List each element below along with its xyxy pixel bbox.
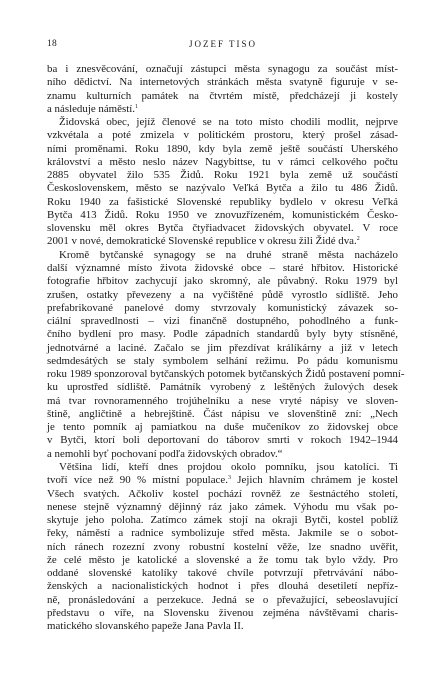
text-line: vzkvétala a poté zmizela v politickém prostoru, který prošel zásad- [47, 129, 398, 142]
text-line: tvoří více než 90 % místní populace.$^3$ Jejich hlavním chrámem je kostel [47, 474, 398, 487]
text-line: zrušen, ostatky převezeny a na vyčištěné půdě vyrostlo sídliště. Jeho [47, 288, 398, 301]
running-head: JOZEF TISO [188, 39, 258, 49]
text-line: v Bytči, ktorí boli deportovaní do táborov smrti v rokoch 1942–1944 [47, 434, 398, 447]
text-line: jednotvárné a laciné. Začalo se jim přezdívat králíkárny a již v letech [47, 341, 398, 354]
text-line: štině, angličtině a hebrejštině. Část nápisu ve slovenštině zní: „Nech [47, 407, 398, 420]
footnote-marker: 3 [227, 475, 231, 482]
text-line: království a město neslo název Nagybittse, tu v rámci celkového počtu [47, 155, 398, 168]
text-line: ních ránech rozezní zvony robustní kostelní věže, lze snadno uvěřit, [47, 540, 398, 553]
paragraph [47, 116, 398, 249]
text-line: nenese stejně významný dějinný ráz jako zámek. Výhodu mu však po- [47, 500, 398, 513]
text-line: ními proměnami. Roku 1890, kdy byla země ještě součástí Uherského [47, 142, 398, 155]
text-line: řeky, náměstí a radnice symbolizuje střed města. Jakmile se o sobot- [47, 527, 398, 540]
text-fragment: Jejich hlavním chrámem je kostel [230, 474, 398, 487]
text-line: ženských a nacionalistických hodnot i přes dlouhá desetiletí nepříz- [47, 580, 398, 593]
text-line: Bytča 413 Židů. Roku 1950 ve znovuzřízeném, komunistickém Česko- [47, 208, 398, 221]
text-line: že celé město je katolické a slovenské a že tomu tak bylo vždy. Pro [47, 553, 398, 566]
text-line: skytuje jeho poloha. Zatímco zámek stojí na okraji Bytči, kostel poblíž [47, 514, 398, 527]
page-number: 18 [47, 39, 58, 49]
text-line: Československem, město se nazývalo Veľká Bytča a žilo tu 486 Židů. [47, 182, 398, 195]
paragraph [47, 248, 405, 461]
text-line: matického slovanského papeže Jana Pavla II. [47, 620, 244, 633]
text-line: sedmdesátých se staly symbolem selhání režimu. Po pádu komunismu [47, 354, 398, 367]
text-line: Většina lidí, kteří dnes projdou okolo pomníku, jsou katolíci. Ti [59, 460, 398, 473]
body-text [47, 63, 405, 633]
text-line: ně, pronásledování a perzekuce. Jedná se o převažující, sebeoslavující [47, 593, 398, 606]
text-line: další významné místo života židovské obce – staré hřbitov. Historické [47, 261, 398, 274]
text-line: oddané slovenské katolíky takové chvíle potvrzují přetrvávání nábo- [47, 567, 398, 580]
text-line: 2001 v nové, demokratické Slovenské republice v okresu žili Židé dva.$^2$ [47, 235, 360, 248]
text-line: 2885 obyvatel žilo 535 Židů. Roku 1921 byla země už součástí [47, 169, 398, 182]
text-line: roku 1989 sponzoroval bytčanských potomek bytčanských Židů postavení pomní- [47, 368, 405, 381]
text-line: slovensku měl okres Bytča čtyřiadvacet židovských obyvatel. V roce [47, 222, 398, 235]
text-line: čního bydlení pro masy. Podle západních standardů byly byty stísněné, [47, 328, 398, 341]
text-line: představu o víře, na Slovensku živenou zejména návštěvami charis- [47, 606, 398, 619]
text-line: prefabrikované panelové domy stvrzovaly komunistický závazek so- [47, 301, 398, 314]
text-line: má tvar rovnoramenného trojúhelníku a nese vryté nápisy ve sloven- [47, 394, 398, 407]
text-line: Židovská obec, jejíž členové se na toto místo chodili modlit, nejprve [59, 116, 398, 129]
text-line: ba i znesvěcování, označují zástupci města synagogu za součást míst- [47, 63, 398, 75]
text-line: ního dědictví. Na internetových stránkách města svatyně figuruje v se- [47, 76, 398, 89]
text-line: je tento pomník aj pamiatkou na duše mučeníkov zo židovskej obce [47, 421, 398, 434]
footnote-marker: 2 [356, 236, 360, 243]
paragraph [47, 461, 398, 633]
text-line: Všech svatých. Ačkoliv kostel pochází rovněž ze šestnáctého století, [47, 487, 398, 500]
text-line: Kromě bytčanské synagogy se na druhé straně města nacházelo [59, 248, 398, 261]
text-line: znamu kulturních památek na čtvrtém místě, předcházejí ji kostely [47, 89, 398, 102]
paragraph [47, 63, 398, 116]
footnote-marker: 1 [135, 103, 139, 110]
text-line: Roku 1940 za fašistické Slovenské republiky bydlelo v okresu Veľká [47, 195, 398, 208]
text-line: ku uprostřed sídliště. Památník vyrobený z leštěných žulových desek [47, 381, 398, 394]
text-line: ciální spravedlnosti – vizi finančně dostupného, pohodlného a funk- [47, 315, 398, 328]
text-line: fotografie hřbitov zachycují jako skromný, ale půvabný. Roku 1979 byl [47, 275, 398, 288]
text-line: a nemohli byť pochovaní podľa židovských obradov.“ [47, 447, 283, 460]
text-line: a následuje náměstí.$^1$ [47, 102, 139, 115]
